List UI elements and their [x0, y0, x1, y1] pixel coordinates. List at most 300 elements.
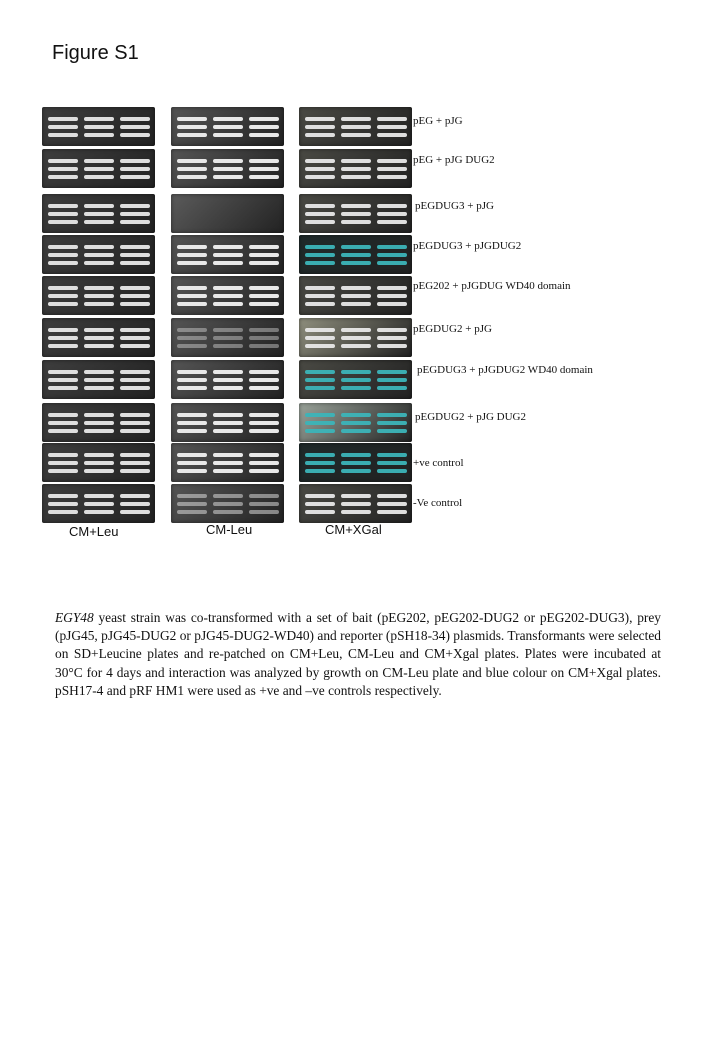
yeast-streak	[48, 502, 78, 506]
yeast-streak	[177, 421, 207, 425]
yeast-streak	[377, 302, 407, 306]
caption-strain-name: EGY48	[55, 610, 94, 625]
yeast-streak	[177, 502, 207, 506]
yeast-streak	[120, 245, 150, 249]
yeast-streak	[177, 386, 207, 390]
yeast-streak	[120, 413, 150, 417]
yeast-streak	[377, 429, 407, 433]
plate-photo	[171, 107, 284, 146]
caption-text: yeast strain was co-transformed with a set of bait (pEG202, pEG202-DUG2 or pEG202-DUG3), prey (pJG45, pJG45-DUG2 or pJG45-DUG2-WD40) and reporter (pSH18-34) plasmids. Transformants were selected on SD+Leucine plates and re-patched on CM+Leu, CM-Leu and CM+Xgal plates. Plates were incubated at 30°C for 4 days and interaction was analyzed by growth on CM-Leu plate and blue colour on CM+Xgal plates. pSH17-4 and pRF HM1 were used as +ve and –ve controls respectively.	[55, 610, 661, 698]
plate-photo	[42, 443, 155, 482]
yeast-streak	[84, 510, 114, 514]
yeast-streak	[305, 344, 335, 348]
yeast-streak	[120, 378, 150, 382]
yeast-streak	[213, 117, 243, 121]
column-label-cm-xgal: CM+XGal	[325, 522, 382, 537]
plate-photo	[42, 403, 155, 442]
yeast-streak	[341, 245, 371, 249]
yeast-streak	[377, 336, 407, 340]
yeast-streak	[84, 494, 114, 498]
yeast-streak	[213, 328, 243, 332]
yeast-streak	[177, 328, 207, 332]
yeast-streak	[305, 294, 335, 298]
yeast-streak	[341, 510, 371, 514]
yeast-streak	[341, 204, 371, 208]
yeast-streak	[341, 125, 371, 129]
yeast-streak	[84, 453, 114, 457]
yeast-streak	[377, 204, 407, 208]
yeast-streak	[305, 413, 335, 417]
yeast-streak	[120, 302, 150, 306]
plate-photo	[42, 360, 155, 399]
yeast-streak	[305, 212, 335, 216]
plate-photo	[299, 235, 412, 274]
yeast-streak	[249, 175, 279, 179]
plate-photo	[171, 484, 284, 523]
yeast-streak	[341, 413, 371, 417]
plate-photo	[299, 403, 412, 442]
yeast-streak	[305, 336, 335, 340]
yeast-streak	[305, 133, 335, 137]
yeast-streak	[177, 175, 207, 179]
yeast-streak	[213, 175, 243, 179]
yeast-streak	[84, 220, 114, 224]
yeast-streak	[377, 510, 407, 514]
yeast-streak	[84, 175, 114, 179]
yeast-streak	[48, 461, 78, 465]
yeast-streak	[48, 159, 78, 163]
yeast-streak	[249, 336, 279, 340]
yeast-streak	[177, 286, 207, 290]
yeast-streak	[177, 133, 207, 137]
yeast-streak	[249, 344, 279, 348]
yeast-streak	[48, 429, 78, 433]
plate-photo	[299, 443, 412, 482]
yeast-streak	[305, 220, 335, 224]
yeast-streak	[48, 220, 78, 224]
yeast-streak	[84, 386, 114, 390]
yeast-streak	[120, 117, 150, 121]
yeast-streak	[305, 386, 335, 390]
plate-photo	[171, 276, 284, 315]
yeast-streak	[305, 421, 335, 425]
plate-photo	[171, 235, 284, 274]
yeast-streak	[377, 328, 407, 332]
yeast-streak	[341, 494, 371, 498]
yeast-streak	[48, 245, 78, 249]
yeast-streak	[249, 294, 279, 298]
plate-photo	[42, 235, 155, 274]
yeast-streak	[377, 494, 407, 498]
plate-photo	[171, 443, 284, 482]
yeast-streak	[305, 175, 335, 179]
yeast-streak	[213, 167, 243, 171]
row-label-3: pEGDUG3 + pJG	[415, 200, 494, 212]
yeast-streak	[341, 461, 371, 465]
yeast-streak	[120, 336, 150, 340]
yeast-streak	[48, 510, 78, 514]
yeast-streak	[213, 261, 243, 265]
yeast-streak	[377, 220, 407, 224]
yeast-streak	[48, 125, 78, 129]
yeast-streak	[377, 167, 407, 171]
row-label-5: pEG202 + pJGDUG WD40 domain	[413, 280, 571, 292]
plate-photo	[42, 484, 155, 523]
yeast-streak	[377, 413, 407, 417]
yeast-streak	[341, 159, 371, 163]
yeast-streak	[213, 245, 243, 249]
yeast-streak	[84, 461, 114, 465]
yeast-streak	[84, 294, 114, 298]
yeast-streak	[305, 125, 335, 129]
yeast-streak	[377, 421, 407, 425]
yeast-streak	[305, 429, 335, 433]
yeast-streak	[341, 344, 371, 348]
yeast-streak	[305, 328, 335, 332]
yeast-streak	[84, 336, 114, 340]
yeast-streak	[177, 167, 207, 171]
yeast-streak	[177, 413, 207, 417]
plate-photo	[42, 276, 155, 315]
yeast-streak	[305, 510, 335, 514]
yeast-streak	[48, 469, 78, 473]
yeast-streak	[177, 245, 207, 249]
yeast-streak	[84, 204, 114, 208]
yeast-streak	[249, 261, 279, 265]
yeast-streak	[377, 294, 407, 298]
yeast-streak	[341, 453, 371, 457]
yeast-streak	[84, 159, 114, 163]
plate-photo	[299, 194, 412, 233]
yeast-streak	[120, 261, 150, 265]
yeast-streak	[120, 510, 150, 514]
yeast-streak	[377, 117, 407, 121]
yeast-streak	[377, 175, 407, 179]
column-label-cm-plus-leu: CM+Leu	[69, 524, 119, 539]
plate-photo	[299, 276, 412, 315]
yeast-streak	[213, 502, 243, 506]
yeast-streak	[377, 125, 407, 129]
yeast-streak	[305, 370, 335, 374]
yeast-streak	[177, 429, 207, 433]
row-label-1: pEG + pJG	[413, 115, 463, 127]
row-label-10: -Ve control	[413, 497, 463, 509]
plate-photo	[299, 484, 412, 523]
yeast-streak	[84, 133, 114, 137]
yeast-streak	[377, 245, 407, 249]
yeast-streak	[377, 386, 407, 390]
yeast-streak	[341, 175, 371, 179]
yeast-streak	[120, 125, 150, 129]
yeast-streak	[120, 502, 150, 506]
row-label-2: pEG + pJG DUG2	[413, 154, 495, 166]
yeast-streak	[213, 453, 243, 457]
row-label-4: pEGDUG3 + pJGDUG2	[413, 240, 522, 252]
yeast-streak	[249, 378, 279, 382]
yeast-streak	[84, 261, 114, 265]
plate-photo	[42, 149, 155, 188]
yeast-streak	[48, 344, 78, 348]
yeast-streak	[177, 125, 207, 129]
plate-photo	[171, 403, 284, 442]
yeast-streak	[341, 133, 371, 137]
yeast-streak	[177, 510, 207, 514]
yeast-streak	[120, 421, 150, 425]
yeast-streak	[213, 336, 243, 340]
yeast-streak	[341, 286, 371, 290]
yeast-streak	[84, 253, 114, 257]
yeast-streak	[120, 253, 150, 257]
yeast-streak	[305, 286, 335, 290]
yeast-streak	[341, 328, 371, 332]
yeast-streak	[377, 133, 407, 137]
yeast-streak	[305, 461, 335, 465]
yeast-streak	[305, 167, 335, 171]
yeast-streak	[377, 212, 407, 216]
yeast-streak	[213, 370, 243, 374]
yeast-streak	[341, 370, 371, 374]
yeast-streak	[305, 253, 335, 257]
yeast-streak	[84, 429, 114, 433]
yeast-streak	[84, 125, 114, 129]
yeast-streak	[213, 344, 243, 348]
yeast-streak	[341, 261, 371, 265]
yeast-streak	[177, 378, 207, 382]
yeast-streak	[213, 429, 243, 433]
plate-photo	[42, 318, 155, 357]
yeast-streak	[177, 461, 207, 465]
yeast-streak	[48, 204, 78, 208]
plate-photo	[299, 107, 412, 146]
yeast-streak	[249, 469, 279, 473]
yeast-streak	[48, 212, 78, 216]
yeast-streak	[213, 253, 243, 257]
yeast-streak	[305, 453, 335, 457]
plate-photo	[42, 194, 155, 233]
yeast-streak	[177, 344, 207, 348]
yeast-streak	[249, 245, 279, 249]
yeast-streak	[120, 220, 150, 224]
yeast-streak	[305, 302, 335, 306]
yeast-streak	[48, 336, 78, 340]
yeast-streak	[213, 125, 243, 129]
yeast-streak	[341, 336, 371, 340]
yeast-streak	[84, 502, 114, 506]
yeast-streak	[84, 469, 114, 473]
yeast-streak	[249, 386, 279, 390]
yeast-streak	[48, 294, 78, 298]
yeast-streak	[120, 328, 150, 332]
plate-photo	[299, 318, 412, 357]
yeast-streak	[249, 413, 279, 417]
yeast-streak	[305, 159, 335, 163]
yeast-streak	[177, 117, 207, 121]
yeast-streak	[120, 494, 150, 498]
yeast-streak	[213, 461, 243, 465]
yeast-streak	[120, 370, 150, 374]
yeast-streak	[305, 204, 335, 208]
yeast-streak	[48, 302, 78, 306]
yeast-streak	[120, 469, 150, 473]
yeast-streak	[213, 378, 243, 382]
plate-photo	[42, 107, 155, 146]
yeast-streak	[341, 421, 371, 425]
yeast-streak	[341, 386, 371, 390]
yeast-streak	[48, 133, 78, 137]
yeast-streak	[305, 494, 335, 498]
yeast-streak	[120, 461, 150, 465]
yeast-streak	[213, 469, 243, 473]
yeast-streak	[213, 494, 243, 498]
yeast-streak	[120, 175, 150, 179]
yeast-streak	[249, 453, 279, 457]
yeast-streak	[48, 117, 78, 121]
yeast-streak	[48, 175, 78, 179]
yeast-streak	[177, 336, 207, 340]
yeast-streak	[341, 302, 371, 306]
yeast-streak	[120, 167, 150, 171]
yeast-streak	[249, 494, 279, 498]
yeast-streak	[377, 159, 407, 163]
yeast-streak	[377, 461, 407, 465]
yeast-streak	[48, 386, 78, 390]
yeast-streak	[84, 344, 114, 348]
yeast-streak	[249, 328, 279, 332]
yeast-streak	[48, 370, 78, 374]
plate-photo	[171, 194, 284, 233]
yeast-streak	[48, 453, 78, 457]
yeast-streak	[48, 378, 78, 382]
yeast-streak	[341, 502, 371, 506]
yeast-streak	[249, 510, 279, 514]
yeast-streak	[249, 429, 279, 433]
yeast-streak	[249, 117, 279, 121]
yeast-streak	[120, 159, 150, 163]
yeast-streak	[305, 245, 335, 249]
yeast-streak	[249, 370, 279, 374]
yeast-streak	[84, 167, 114, 171]
yeast-streak	[120, 294, 150, 298]
yeast-streak	[377, 261, 407, 265]
yeast-streak	[377, 378, 407, 382]
row-label-8: pEGDUG2 + pJG DUG2	[415, 411, 527, 423]
yeast-streak	[341, 378, 371, 382]
yeast-streak	[377, 253, 407, 257]
yeast-streak	[341, 220, 371, 224]
yeast-streak	[305, 117, 335, 121]
yeast-streak	[48, 413, 78, 417]
yeast-streak	[120, 204, 150, 208]
yeast-streak	[177, 494, 207, 498]
yeast-streak	[120, 386, 150, 390]
yeast-streak	[84, 421, 114, 425]
yeast-streak	[48, 328, 78, 332]
yeast-streak	[213, 286, 243, 290]
yeast-streak	[84, 286, 114, 290]
yeast-streak	[84, 378, 114, 382]
yeast-streak	[177, 469, 207, 473]
yeast-streak	[377, 344, 407, 348]
yeast-streak	[84, 370, 114, 374]
plate-photo	[171, 318, 284, 357]
yeast-streak	[249, 133, 279, 137]
yeast-streak	[341, 253, 371, 257]
plate-photo	[299, 360, 412, 399]
yeast-streak	[120, 429, 150, 433]
yeast-streak	[84, 413, 114, 417]
yeast-streak	[177, 370, 207, 374]
yeast-streak	[177, 294, 207, 298]
yeast-streak	[213, 421, 243, 425]
yeast-streak	[84, 328, 114, 332]
yeast-streak	[249, 125, 279, 129]
yeast-streak	[249, 421, 279, 425]
yeast-streak	[120, 212, 150, 216]
yeast-streak	[341, 167, 371, 171]
yeast-streak	[213, 510, 243, 514]
row-label-9: +ve control	[413, 457, 464, 469]
yeast-streak	[213, 413, 243, 417]
plate-photo	[171, 149, 284, 188]
yeast-streak	[249, 167, 279, 171]
yeast-streak	[120, 133, 150, 137]
yeast-streak	[48, 261, 78, 265]
yeast-streak	[341, 429, 371, 433]
yeast-streak	[249, 253, 279, 257]
plate-photo	[171, 360, 284, 399]
yeast-streak	[48, 286, 78, 290]
yeast-streak	[213, 386, 243, 390]
yeast-streak	[377, 286, 407, 290]
figure-caption	[55, 609, 661, 700]
row-label-7: pEGDUG3 + pJGDUG2 WD40 domain	[417, 364, 593, 376]
yeast-streak	[341, 212, 371, 216]
plate-photo	[299, 149, 412, 188]
yeast-streak	[377, 502, 407, 506]
yeast-streak	[341, 294, 371, 298]
yeast-streak	[377, 370, 407, 374]
yeast-streak	[177, 261, 207, 265]
yeast-streak	[213, 133, 243, 137]
row-label-6: pEGDUG2 + pJG	[413, 323, 492, 335]
column-label-cm-minus-leu: CM-Leu	[206, 522, 253, 537]
yeast-streak	[177, 253, 207, 257]
yeast-streak	[48, 421, 78, 425]
yeast-streak	[177, 302, 207, 306]
yeast-streak	[213, 302, 243, 306]
yeast-streak	[84, 245, 114, 249]
yeast-streak	[249, 502, 279, 506]
yeast-streak	[177, 453, 207, 457]
yeast-streak	[249, 286, 279, 290]
yeast-streak	[177, 159, 207, 163]
yeast-streak	[305, 469, 335, 473]
yeast-streak	[377, 453, 407, 457]
figure-title: Figure S1	[52, 42, 139, 64]
yeast-streak	[305, 261, 335, 265]
yeast-streak	[84, 302, 114, 306]
yeast-streak	[305, 378, 335, 382]
yeast-streak	[120, 344, 150, 348]
yeast-streak	[120, 453, 150, 457]
yeast-streak	[249, 461, 279, 465]
yeast-streak	[341, 117, 371, 121]
yeast-streak	[48, 494, 78, 498]
yeast-streak	[48, 253, 78, 257]
yeast-streak	[213, 294, 243, 298]
yeast-streak	[377, 469, 407, 473]
yeast-streak	[120, 286, 150, 290]
